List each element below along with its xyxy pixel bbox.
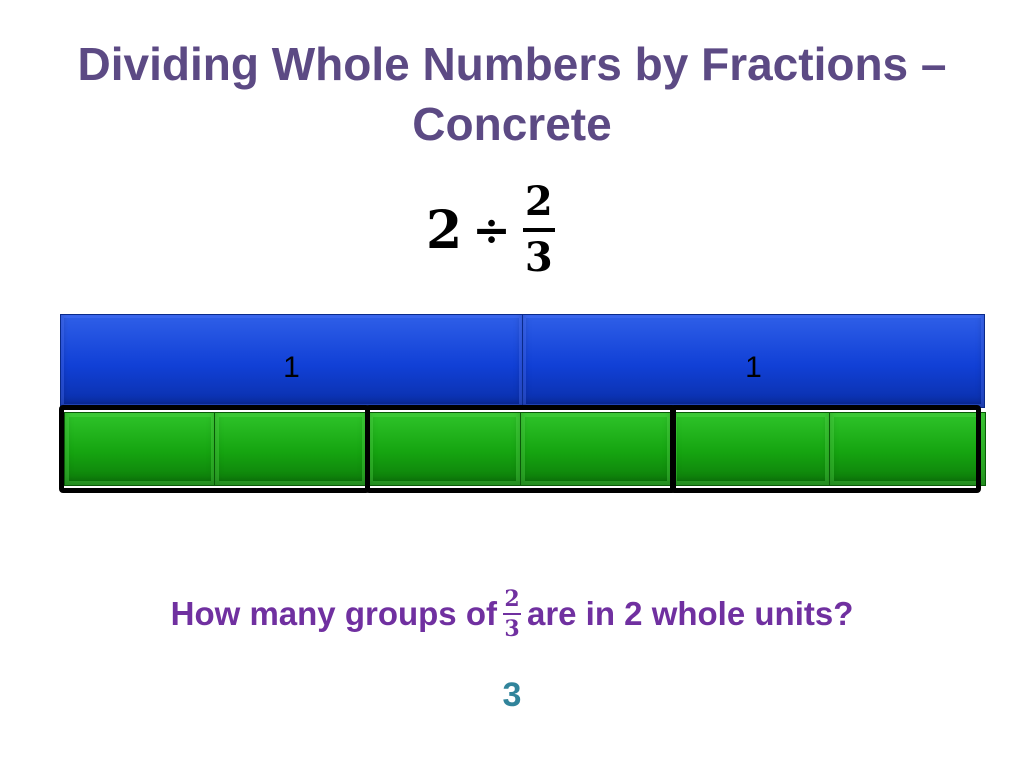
group-outline [670, 405, 981, 493]
question-numerator: 2 [504, 586, 520, 612]
group-outline [365, 405, 676, 493]
question-after: are in 2 whole units? [526, 595, 854, 632]
expression-dividend: 2 [426, 199, 463, 261]
answer-text: 3 [502, 676, 522, 714]
fraction-bar [523, 228, 555, 232]
divisor-numerator: 2 [524, 178, 553, 225]
title-line-2: Concrete [412, 98, 612, 150]
whole-unit-bar [522, 314, 985, 408]
division-sign: ÷ [472, 203, 511, 257]
title-line-1: Dividing Whole Numbers by Fractions – [77, 38, 947, 90]
fraction-bar [503, 613, 521, 615]
slide-title [0, 34, 1024, 154]
division-expression [426, 170, 555, 290]
expression-divisor-fraction [523, 178, 555, 281]
whole-unit-label: 1 [283, 351, 300, 384]
question-denominator: 3 [504, 616, 520, 642]
question-fraction [503, 588, 521, 640]
question-text [0, 574, 1024, 654]
divisor-denominator: 3 [524, 234, 553, 281]
whole-unit-bar [60, 314, 523, 408]
group-outline [59, 405, 370, 493]
whole-unit-label: 1 [745, 351, 762, 384]
question-before: How many groups of [170, 595, 497, 632]
